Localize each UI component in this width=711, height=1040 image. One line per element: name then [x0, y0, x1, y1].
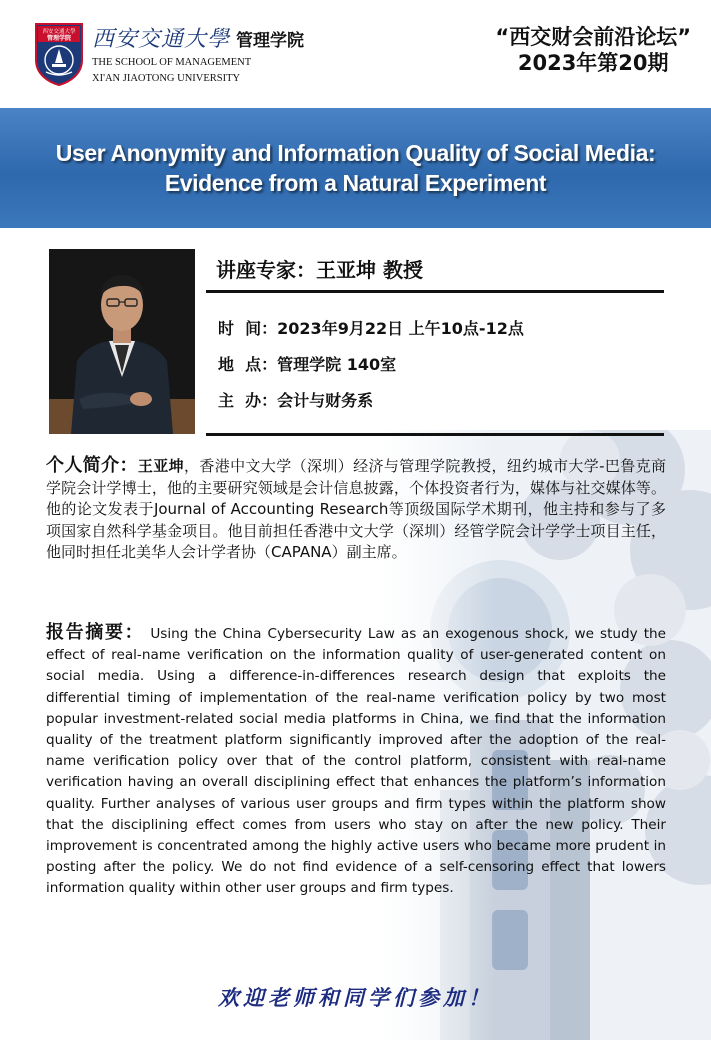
school-name-cn: 西安交通大學 [92, 27, 231, 52]
host-value: 会计与财务系 [277, 391, 374, 410]
speaker-photo [49, 249, 195, 434]
lecture-title [20, 138, 691, 198]
bio-text: ，香港中文大学（深圳）经济与管理学院教授，纽约城市大学-巴鲁克商学院会计学博士，他的主要研究领域是会计信息披露，个体投资者行为，媒体与社交媒体等。他的论文发表于Journal of Accounting Research等顶级国际学术期刊，他主持和参与了多项国家自然科学基金项目。他目前担任香港中文大学（深圳）经管学院会计学学士项目主任，他同时担任北美华人会计学者协（CAPANA）副主席。 [46, 457, 666, 561]
speaker-bio [46, 455, 666, 564]
event-host-row [218, 388, 373, 411]
school-name-en-2: XI'AN JIAOTONG UNIVERSITY [92, 73, 241, 84]
lecture-title-line-2: Evidence from a Natural Experiment [164, 170, 547, 196]
bio-name: 王亚坤 [137, 457, 184, 475]
time-label: 时 间： [218, 319, 278, 338]
bio-label: 个人简介： [46, 455, 138, 476]
forum-heading [495, 24, 691, 76]
school-logo-text [92, 22, 304, 85]
abstract-text: Using the China Cybersecurity Law as an exogenous shock, we study the effect of real-name verification on the information quality of user-generated content on social media. Using a difference-in-differences research design that exploits the differential timing of implementation of the real-name verification policy by two most popular investment-related social media platforms in China, we find that the information quality of the treatment platform significantly improved after the adoption of the real-name verification policy over that of the control platform, consistent with real-name verification having an overall disciplining effect that enhances the platform’s information quality. Further analyses of various user groups and firm types within the platform show that the disciplining effect comes from users who stay on after the new policy. Their improvement is concentrated among the highly active users who became more prudent in posting after the policy. We do not find evidence of a self-censoring effect that lowers information quality within other user groups and firm types. [46, 626, 666, 897]
university-shield-logo [34, 22, 84, 86]
speaker-name: 王亚坤 教授 [316, 258, 423, 282]
welcome-message: 欢迎老师和同学们参加！ [218, 985, 493, 1010]
host-label: 主 办： [218, 391, 278, 410]
time-value: 2023年9月22日 上午10点-12点 [277, 319, 524, 338]
place-value: 管理学院 140室 [277, 355, 397, 374]
lecture-title-line-1: User Anonymity and Information Quality of Social Media: [55, 140, 656, 166]
header [0, 0, 711, 108]
school-name-en-1: THE SCHOOL OF MANAGEMENT [92, 57, 252, 68]
logo-badge-top: 西安交通大學 [42, 29, 76, 35]
place-label: 地 点： [218, 355, 278, 374]
event-time-row [218, 316, 524, 339]
dept-name-cn: 管理学院 [236, 31, 305, 51]
logo-badge-label: 管理学院 [46, 35, 72, 42]
event-place-row [218, 352, 396, 375]
forum-title: “西交财会前沿论坛” [495, 25, 691, 49]
speaker-heading [216, 254, 423, 283]
speaker-label: 讲座专家： [216, 258, 316, 282]
speaker-portrait-image [49, 249, 195, 434]
divider-top [206, 290, 664, 293]
talk-abstract [46, 622, 666, 900]
title-banner [0, 108, 711, 228]
forum-issue: 2023年第20期 [517, 51, 669, 75]
abstract-label: 报告摘要： [46, 622, 145, 643]
divider-bottom [206, 433, 664, 436]
